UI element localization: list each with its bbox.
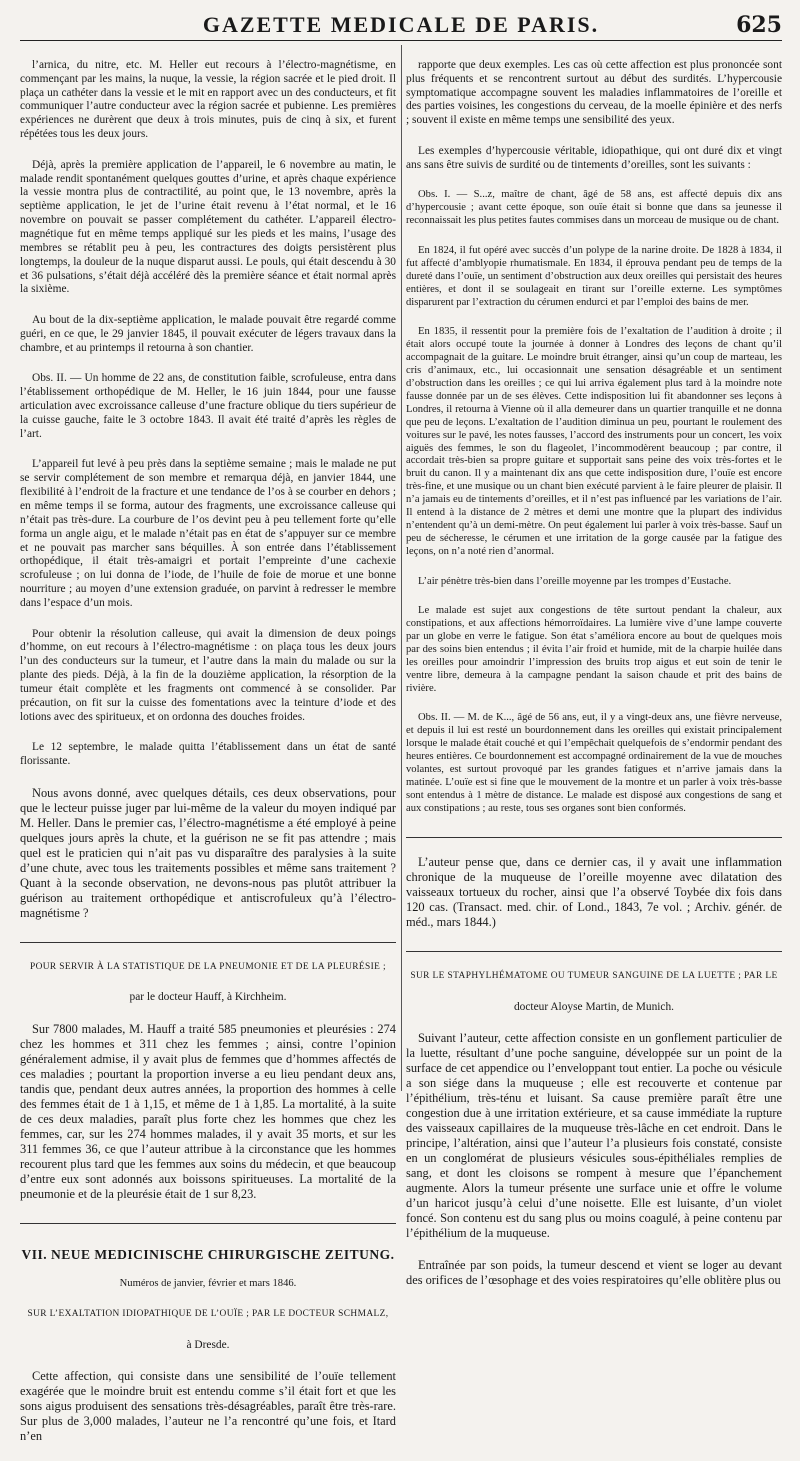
paragraph: Obs. II. — M. de K..., âgé de 56 ans, eut, il y a vingt-deux ans, une fièvre nerveuse, et depuis il lui est resté un bourdonnement dans les oreilles qui existait principalement lorsque le malade était couché et qui l’empêchait quelquefois de s’endormir pendant des heures entières. Ce bourdonnement est accompagné ordinairement de la vue de mouches volantes, est surtout provoqué par les grandes fatigues et n’arrive jamais dans la matinée. L’ouïe est si fine que le mouvement de la montre et un parler à voix très-basse sont entendus à 1 mètre de distance. Le malade est disposé aux congestions de sang et aux constipations ; au reste, tous ses organes sont bien conformés.: [406, 712, 782, 814]
section-heading: VII. NEUE MEDICINISCHE CHIRURGISCHE ZEITUNG.: [21, 1246, 395, 1262]
divider: [20, 1223, 396, 1224]
paragraph: Cette affection, qui consiste dans une sensibilité de l’ouïe tellement exagérée que le moindre bruit est entendu comme s’il était fort et que les sons aigus produisent des sensations très-désagréables, paraît être très-rare. Sur plus de 3,000 malades, l’auteur ne l’a rencontré qu’une fois, et Itard n’en: [20, 1369, 396, 1444]
paragraph: L’air pénètre très-bien dans l’oreille moyenne par les trompes d’Eustache.: [418, 575, 732, 587]
article-author: docteur Aloyse Martin, de Munich.: [513, 1000, 675, 1013]
paragraph: Entraînée par son poids, la tumeur descend et vient se loger au devant des orifices de l’œsophage et des voies respiratoires qu’elle oblitère plus ou: [406, 1258, 782, 1288]
article-title: SUR LE STAPHYLHÉMATOME OU TUMEUR SANGUINE DE LA LUETTE ; PAR LE: [410, 971, 778, 982]
paragraph: Le malade est sujet aux congestions de tête surtout pendant la chaleur, aux constipations, et aux affections hémorroïdaires. La lumière vive d’une lampe couverte par un globe en verre le fatigue. Son état s’améliora encore au bout de quelques mois par des soins bien entendus ; il évita l’air froid et humide, mit de la charpie huilée dans les oreilles pour amoindrir l’impression des bruits trop aigus et eut soin de tenir le ventre libre, demeura à la campagne pendant la saison chaude et prit des bains de rivière.: [406, 605, 782, 694]
paragraph: Les exemples d’hypercousie véritable, idiopathique, qui ont duré dix et vingt ans sans être suivis de surdité ou de tintements d’oreilles, sont les suivants :: [406, 144, 782, 171]
divider: [406, 951, 782, 952]
left-column: [20, 45, 396, 1444]
paragraph: Obs. I. — S...z, maître de chant, âgé de 58 ans, est affecté depuis dix ans d’hypercousie ; avant cette époque, son ouïe était si bonne que dans sa jeunesse il reconnaissait les plus petites fautes commises dans un morceau de musique ou de chant.: [406, 189, 782, 227]
divider: [406, 837, 782, 838]
article-location: à Dresde.: [186, 1338, 230, 1351]
section-subheading: Numéros de janvier, février et mars 1846.: [119, 1278, 297, 1290]
paragraph: Pour obtenir la résolution calleuse, qui avait la dimension de deux poings d’homme, on eut recours à l’électro-magnétisme : on plaça tous les deux jours l’un des conducteurs sur la tumeur, et l’autre dans la main du malade ou sur la plante des pieds. Déjà, à la fin de la douzième application, la résorption de la tumeur était complète et les fragments ont commencé à se consolider. Par précaution, on fit sur la cuisse des fomentations avec la teinture d’iode et des lotions avec des spiritueux, et on ordonna des douches froides.: [20, 627, 396, 723]
paragraph: L’auteur pense que, dans ce dernier cas, il y avait une inflammation chronique de la muqueuse de l’oreille moyenne avec dilatation des vaisseaux tortueux du rocher, ainsi que l’a observé Toybée dix fois dans 120 cas. (Transact. med. chir. of Lond., 1843, 7e vol. ; Archiv. génér. de méd., mars 1844.): [406, 855, 782, 930]
paragraph: Suivant l’auteur, cette affection consiste en un gonflement particulier de la luette, résultant d’une poche sanguine, développée sur un point de la surface de cet appendice ou l’enveloppant tout entier. La poche ou vésicule a son siége dans la muqueuse ; elle est recouverte et contenue par l’épithélium, très-ténu et luisant. Sa cause première paraît être une congestion due à une irritation extérieure, et sa cause immédiate la rupture des vaisseaux capillaires de la muqueuse très-lâche en cet endroit. Dans le principe, l’altération, ainsi que l’auteur l’a plusieurs fois constaté, consiste en un conglomérat de plusieurs vésicules sous-épithéliales remplies de sang, et dont les cloisons se rompent à mesure que l’épanchement augmente. Alors la tumeur présente une surface unie et offre le volume d’un haricot jusqu’à celui d’une noisette. Elle est luisante, d’un violet foncé. Son contenu est du sang plus ou moins coagulé, à peine contenu par l’épithélium de la muqueuse.: [406, 1031, 782, 1241]
paragraph: En 1835, il ressentit pour la première fois de l’exaltation de l’audition à droite ; il était alors occupé toute la journée à donner à Londres des leçons de chant qu’il accompagnait de la guitare. Le moindre bruit étranger, ainsi qu’un coup de marteau, les cris d’animaux, etc., lui occasionnait une sensation désagréable et un sentiment d’obstruction dans les oreilles ; ce qui lui arriva également plus tard à la moindre note fausse donnée par un de ses élèves. Cette indisposition lui fit abandonner ses leçons à Londres, il retourna à Vienne où il alla demeurer dans un quartier tranquille et ne donna que peu de leçons. L’exaltation de l’audition diminua un peu, pourtant le roulement des voitures sur le pavé, les notes fausses, l’accord des instruments pour un concert, les voix aiguës des femmes, le son du flageolet, l’incommodèrent beaucoup ; par contre, il accordait très-bien sa propre guitare et supportait sans peine des voix très-fortes et le bruit du canon. Il y a maintenant dix ans que cette indisposition dure, l’ouïe est encore très-fine, et une musique ou un chant bien exécuté parvient à le faire pleurer de plaisir. Il n’a jamais eu de tintements d’oreilles, et il n’est pas influencé par les variations de l’air. Il entend à la distance de 2 mètres et demi une montre que la plupart des individus n’entendent qu’à un demi-mètre. On peut également lui parler à voix très-basse. Sauf un peu de sécheresse, le cérumen et une irritation de la gorge causée par la fatigue des leçons, on n’a noté rien d’anormal.: [406, 326, 782, 557]
paragraph: L’appareil fut levé à peu près dans la septième semaine ; mais le malade ne put se servir complétement de son membre et remarqua déjà, en janvier 1844, une flexibilité à l’endroit de la fracture et une tendance de l’os à se courber en dehors ; en même temps il se forma, autour des fragments, une excroissance calleuse qui n’était pas très-dure. La courbure de l’os devint peu à peu tellement forte qu’elle forma un angle aigu, et le malade n’était pas en état de s’appuyer sur ce membre et ne pouvait pas marcher sans béquilles. À son entrée dans l’établissement orthopédique, il était très-amaigri et portait l’empreinte d’une cachexie scrofuleuse ; on lui donna de l’iode, de l’huile de foie de morue et une bonne nourriture ; au moyen d’une extension graduée, on parvint à redresser le membre dans l’espace d’un mois.: [20, 458, 396, 609]
divider: [20, 942, 396, 943]
paragraph: Obs. II. — Un homme de 22 ans, de constitution faible, scrofuleuse, entra dans l’établissement orthopédique de M. Heller, le 16 juin 1844, pour une fausse articulation avec excroissance calleuse d’une fracture oblique du tiers supérieur de la cuisse gauche, faite le 3 octobre 1843. Il avait été traité d’après les règles de l’art.: [20, 372, 396, 440]
column-rule: [401, 45, 402, 1091]
page-header: [20, 6, 782, 41]
paragraph: Le 12 septembre, le malade quitta l’établissement dans un état de santé florissante.: [20, 741, 396, 768]
columns: [20, 45, 782, 1444]
paragraph: Sur 7800 malades, M. Hauff a traité 585 pneumonies et pleurésies : 274 chez les hommes et 311 chez les femmes ; ainsi, contre l’opinion généralement admise, il y avait plus de femmes que d’hommes affectés de ces maladies ; pourtant la proportion inverse a eu lieu pendant deux ans, tandis que, pendant deux autres années, la proportion des hommes à celle des femmes était de 1 à 1,15, et même de 1 à 1,85. La mortalité, à la suite de ces deux maladies, paraît plus forte chez les hommes que chez les femmes, car, sur les 274 hommes malades, il y avait 35 morts, et sur les 311 femmes 36, ce que l’auteur attribue à la circonstance que les hommes recourent plus tard que les femmes aux soins du médecin, et que beaucoup d’entre eux sont adonnés aux boissons spiritueuses. La mortalité de la pneumonie et de la pleurésie était de 1 sur 8,23.: [20, 1021, 396, 1201]
right-column: [406, 45, 782, 1288]
article-author: par le docteur Hauff, à Kirchheim.: [129, 991, 287, 1004]
paragraph: rapporte que deux exemples. Les cas où cette affection est plus prononcée sont plus fréquents et se rencontrent surtout au début des surdités. L’hypercousie symptomatique accompagne souvent les maladies inflammatoires de l’oreille et des parties voisines, les congestions du cerveau, de la moelle épinière et des nerfs ; souvent il existe en même temps une sensibilité des yeux.: [406, 58, 782, 127]
paragraph: Nous avons donné, avec quelques détails, ces deux observations, pour que le lecteur puisse juger par lui-même de la valeur du moyen indiqué par M. Heller. Dans le premier cas, l’électro-magnétisme a été employé à peine quelques jours après la chute, et la guérison ne se fit pas attendre ; mais quel est le praticien qui n’ait pas vu disparaître des paralysies à la suite d’une chute, avec tous les traitements possibles et même sans traitement ? Quant à la seconde observation, ne devons-nous pas plutôt attribuer la guérison au traitement orthopédique et antiscrofuleux qu’à l’électro-magnétisme ?: [20, 785, 396, 920]
paragraph: l’arnica, du nitre, etc. M. Heller eut recours à l’électro-magnétisme, en commençant par les mains, la nuque, la vessie, la région sacrée et le pied droit. Il plaça un cathéter dans la vessie et le mit en rapport avec un des conducteurs, et fit communiquer l’autre conducteur avec la région sacrée et pubienne. Les premières expériences ne durèrent que deux à trois minutes, puis de cinq à six, et furent répétées tous les deux jours.: [20, 58, 396, 141]
paragraph: Déjà, après la première application de l’appareil, le 6 novembre au matin, le malade rendit spontanément quelques gouttes d’urine, et après chaque expérience la vessie montra plus de contractilité, au point que, le 13 novembre, après la septième application, le jet de l’urine était revenu à l’état normal, et le 16 novembre on pouvait se passer complétement du cathéter. L’appareil électro-magnétique fut en même temps appliqué sur les pieds et les mains, l’usage des membres se rétablit peu à peu, les contractures des doigts persistèrent plus longtemps, la douleur de la nuque disparut aussi. Le pouls, qui était descendu à 30 et 36 pulsations, s’était déjà accéléré dès la première séance et était normal après la sixième.: [20, 158, 396, 296]
page-number: 625: [736, 12, 782, 38]
article-title: POUR SERVIR À LA STATISTIQUE DE LA PNEUMONIE ET DE LA PLEURÉSIE ;: [29, 961, 387, 972]
journal-title: GAZETTE MEDICALE DE PARIS.: [202, 12, 600, 37]
paragraph: Au bout de la dix-septième application, le malade pouvait être regardé comme guéri, en ce que, le 29 janvier 1845, il pouvait exécuter de légers travaux dans la chambre, et au printemps il retourna à son chantier.: [20, 314, 396, 354]
article-title: SUR L’EXALTATION IDIOPATHIQUE DE L’OUÏE ; PAR LE DOCTEUR SCHMALZ,: [27, 1309, 389, 1320]
paragraph: En 1824, il fut opéré avec succès d’un polype de la narine droite. De 1828 à 1834, il fut affecté d’amblyopie rhumatismale. En 1834, il éprouva pendant peu de temps de la dureté dans l’ouïe, un sentiment d’obstruction aux deux oreilles qui persistait des heures entières, et dont il se soulageait en tirant sur l’oreille externe. Les symptômes disparurent par l’extraction du cérumen endurci et par l’emploi des bains de mer.: [406, 245, 782, 308]
